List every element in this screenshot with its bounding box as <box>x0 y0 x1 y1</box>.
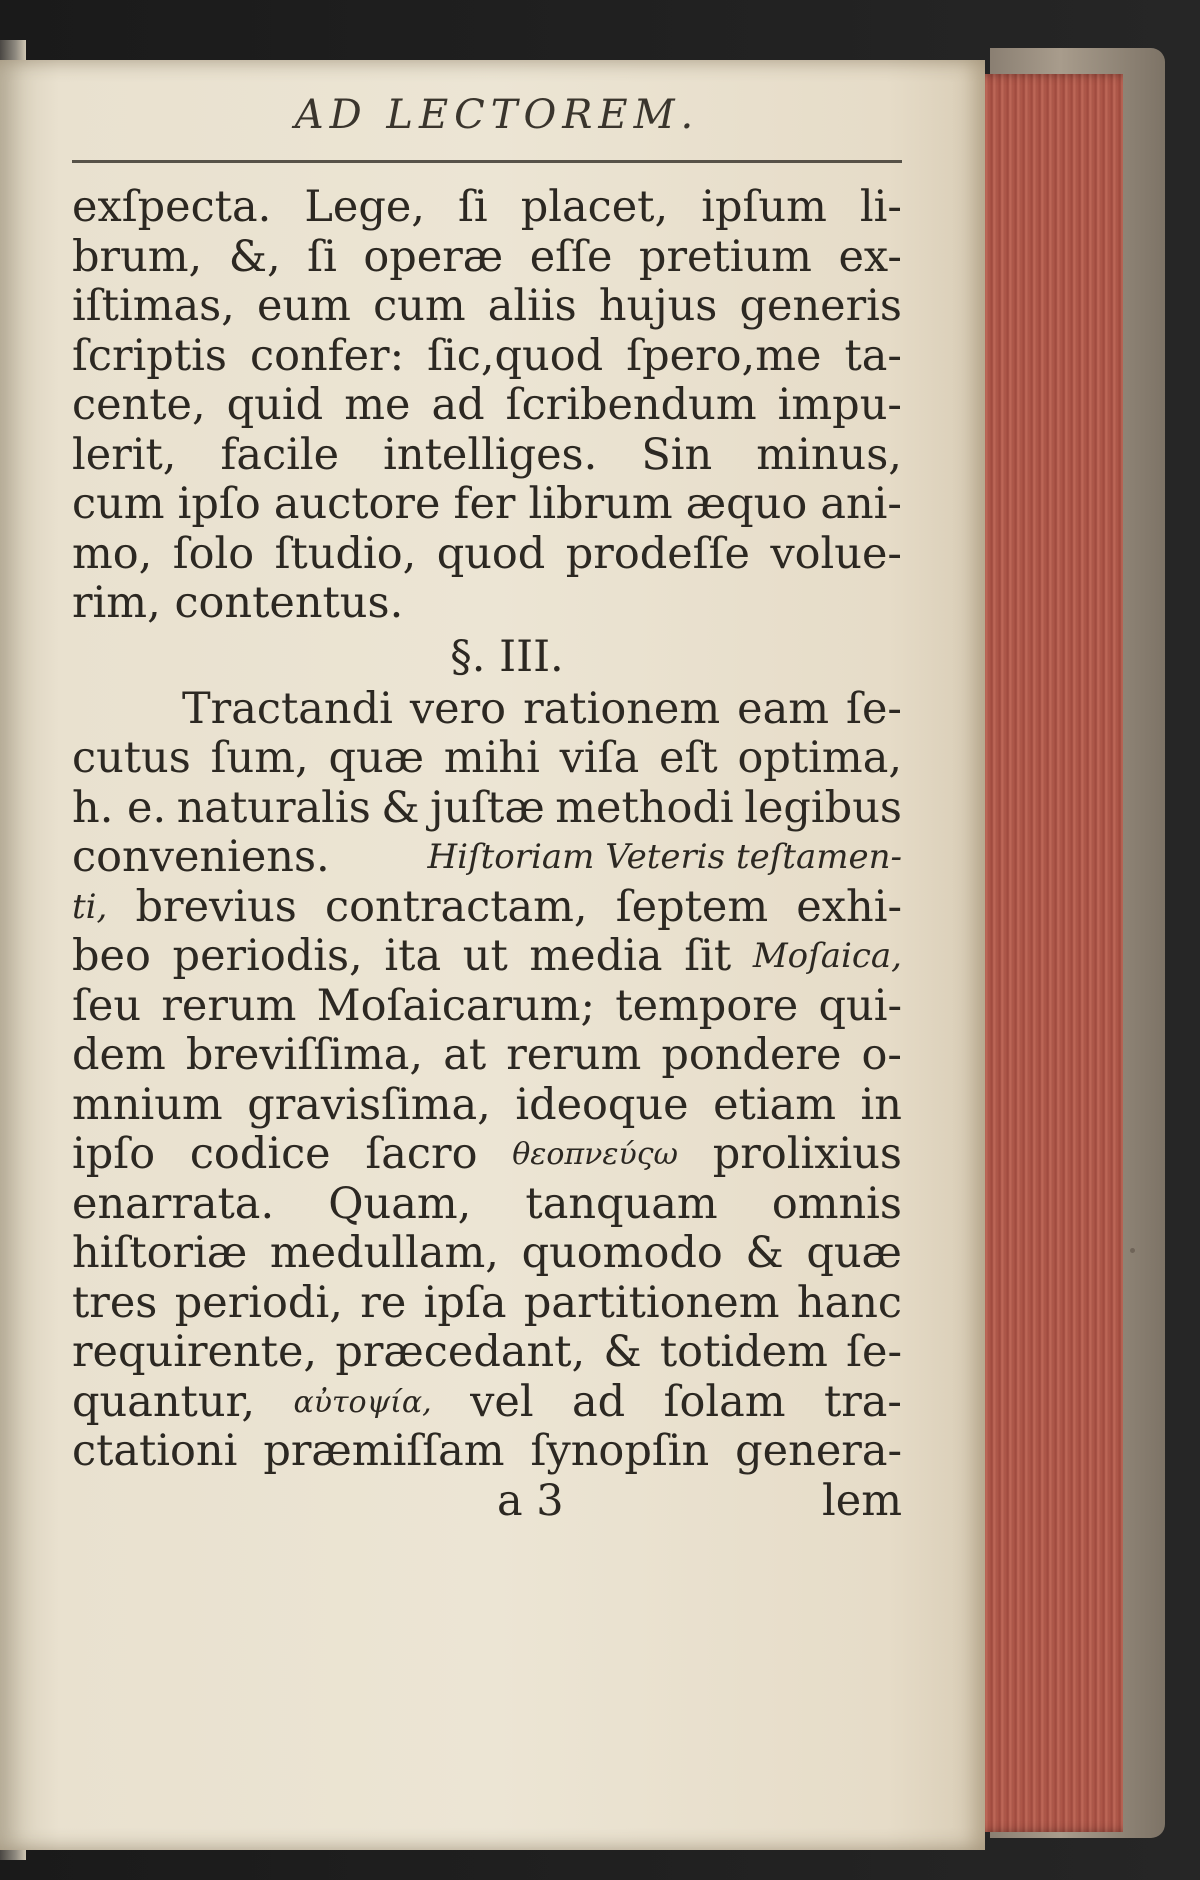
paragraph-1 <box>72 183 902 629</box>
text-line: ſeu rerum Moſaicarum; tempore qui- <box>72 980 902 1031</box>
text-line: brum, &, ſi operæ eſſe pretium ex- <box>72 231 902 282</box>
text-line: hiſtoriæ medullam, quomodo & quæ <box>72 1228 902 1278</box>
text-line: ſcriptis confer: ſic,quod ſpero,me ta- <box>72 330 902 381</box>
text-line: cum ipſo auctore fer librum æquo ani- <box>72 479 902 529</box>
text-line: mnium gravisſima, ideoque etiam in <box>72 1079 902 1130</box>
text-line: beo periodis, ita ut media ſit Moſaica, <box>72 931 902 981</box>
page-edges-red <box>965 74 1123 1832</box>
text-line: tres periodi, re ipſa partitionem hanc <box>72 1277 902 1328</box>
greek-word: θεοπνεύςω <box>512 1137 678 1172</box>
text-line: mo, ſolo ſtudio, quod prodeſſe volue- <box>72 528 902 579</box>
italic-phrase: Moſaica, <box>752 936 902 976</box>
section-heading: §. III. <box>450 631 564 682</box>
text-line: ctationi præmiſſam ſynopſin genera- <box>72 1426 902 1476</box>
text-line: ti, brevius contractam, ſeptem exhi- <box>72 881 902 932</box>
greek-word: αὐτοψία, <box>293 1384 432 1420</box>
italic-phrase: Hiſtoriam Veteris teſtamen- <box>427 837 902 877</box>
catchword: lem <box>822 1475 902 1526</box>
text-line: iſtimas, eum cum aliis hujus generis <box>72 281 902 331</box>
text-line: exſpecta. Lege, ſi placet, ipſum li- <box>72 182 902 232</box>
text-line: cente, quid me ad ſcribendum impu- <box>72 380 902 430</box>
text-line: rim, contentus. <box>72 578 404 628</box>
text-line: conveniens. Hiſtoriam Veteris teſtamen- <box>72 832 902 882</box>
text-line: h. e. naturalis & juſtæ methodi legibus <box>72 782 902 833</box>
text-line: quantur, αὐτοψία, vel ad ſolam tra- <box>72 1376 902 1427</box>
text-line: cutus ſum, quæ mihi viſa eſt optima, <box>72 733 902 783</box>
signature-mark: a 3 <box>497 1475 564 1526</box>
text-line: dem breviſſima, at rerum pondere o- <box>72 1030 902 1080</box>
text-line: lerit, facile intelliges. Sin minus, <box>72 429 902 480</box>
text-line: Tractandi vero rationem eam ſe- <box>182 683 902 734</box>
page-footer <box>72 1477 902 1527</box>
text-block <box>72 92 902 1526</box>
text-line: requirente, præcedant, & totidem ſe- <box>72 1327 902 1377</box>
head-rule <box>72 160 902 163</box>
text-line: ipſo codice ſacro θεοπνεύςω prolixius <box>72 1129 902 1179</box>
paragraph-2 <box>72 685 902 1477</box>
text-line: enarrata. Quam, tanquam omnis <box>72 1178 902 1229</box>
running-head: AD LECTOREM. <box>294 92 700 138</box>
